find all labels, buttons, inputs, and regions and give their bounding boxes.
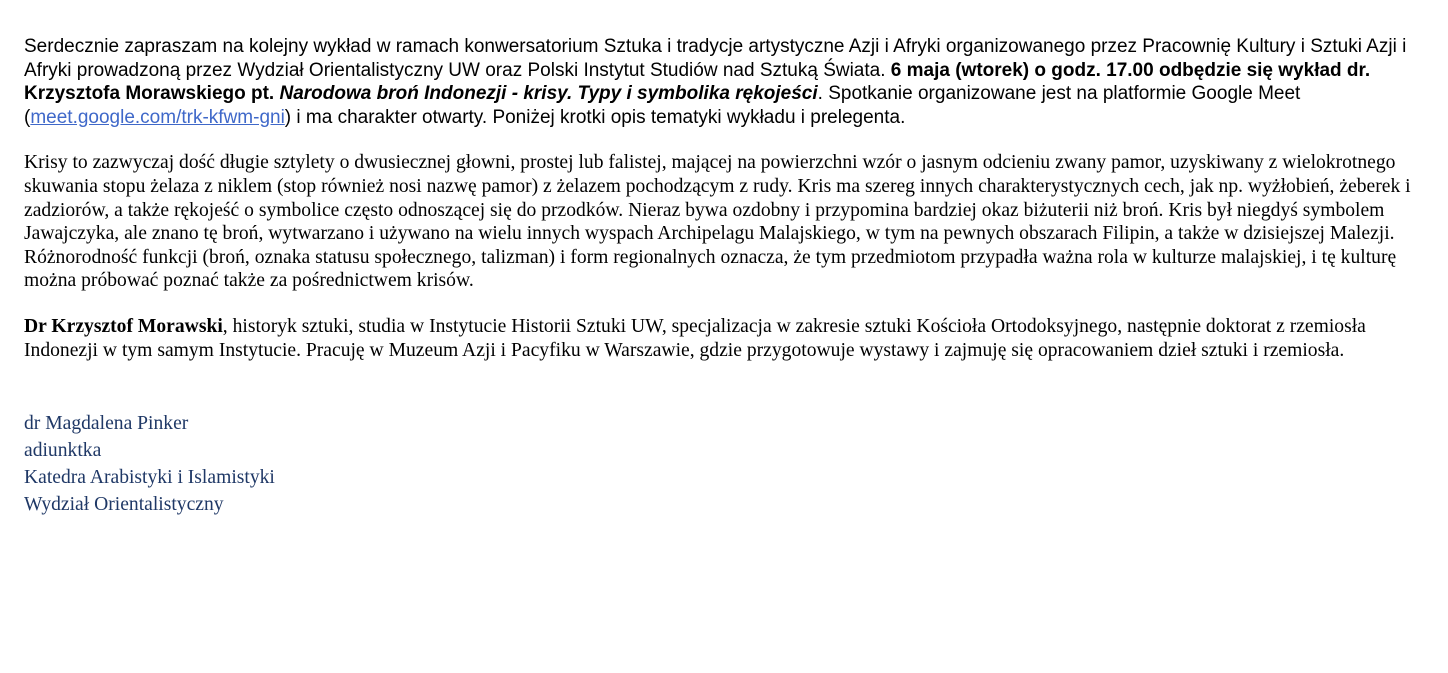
closing-text: ) i ma charakter otwarty. Poniżej krotki opis tematyki wykładu i prelegenta.	[284, 106, 906, 128]
invitation-paragraph	[24, 35, 1436, 129]
signature-position: adiunktka	[24, 440, 102, 462]
invitation-text: Serdecznie zapraszam na kolejny wykład w ramach konwersatorium Sztuka i tradycje artystyczne Azji i Afryki organizowanego przez Pracownię Kultury i Sztuki Azji i Afryki prowadzoną przez Wydział Orientalistyczny UW oraz Polski Instytut Studiów nad Sztuką Świata.	[24, 36, 1407, 81]
meet-link[interactable]: meet.google.com/trk-kfwm-gni	[30, 106, 285, 128]
speaker-bio	[24, 315, 1436, 362]
signature-department: Katedra Arabistyki i Islamistyki	[24, 467, 275, 489]
signature-faculty: Wydział Orientalistyczny	[24, 494, 224, 516]
email-body	[24, 35, 1436, 518]
meeting-platform-text: . Spotkanie organizowane jest na platformie Google Meet (	[24, 83, 1301, 128]
lecture-title: Narodowa broń Indonezji - krisy. Typy i symbolika rękojeści	[279, 83, 818, 105]
signature	[24, 410, 1436, 518]
lecture-description: Krisy to zazwyczaj dość długie sztylety o dwusiecznej głowni, prostej lub falistej, mającej na powierzchni wzór o jasnym odcieniu zwany pamor, uzyskiwany z wielokrotnego skuwania stopu żelaza z niklem (stop również nosi nazwę pamor) z żelazem pochodzącym z rudy. Kris ma szereg innych charakterystycznych cech, jak np. wyżłobień, żeberek i zadziorów, a także rękojeść o symbolice często odnoszącej się do przodków. Nieraz bywa ozdobny i przypomina bardziej okaz biżuterii niż broń. Kris był niegdyś symbolem Jawajczyka, ale znano tę broń, wytwarzano i używano na wielu innych wyspach Archipelagu Malajskiego, w tym na pewnych obszarach Filipin, a także w dzisiejszej Malezji. Różnorodność funkcji (broń, oznaka statusu społecznego, talizman) i form regionalnych oznacza, że tym przedmiotom przypadła ważna rola w kulturze malajskiej, i tę kulturę można próbować poznać także za pośrednictwem krisów.	[24, 152, 1411, 292]
lecture-announcement: 6 maja (wtorek) o godz. 17.00 odbędzie się wykład dr. Krzysztofa Morawskiego pt.	[24, 59, 1371, 105]
speaker-name: Dr Krzysztof Morawski	[24, 315, 223, 337]
speaker-bio-text: , historyk sztuki, studia w Instytucie Historii Sztuki UW, specjalizacja w zakresie sztuki Kościoła Ortodoksyjnego, następnie doktorat z rzemiosła Indonezji w tym samym Instytucie. Pracuję w Muzeum Azji i Pacyfiku w Warszawie, gdzie przygotowuje wystawy i zajmuję się opracowaniem dzieł sztuki i rzemiosła.	[24, 315, 1366, 361]
signature-name: dr Magdalena Pinker	[24, 413, 189, 435]
